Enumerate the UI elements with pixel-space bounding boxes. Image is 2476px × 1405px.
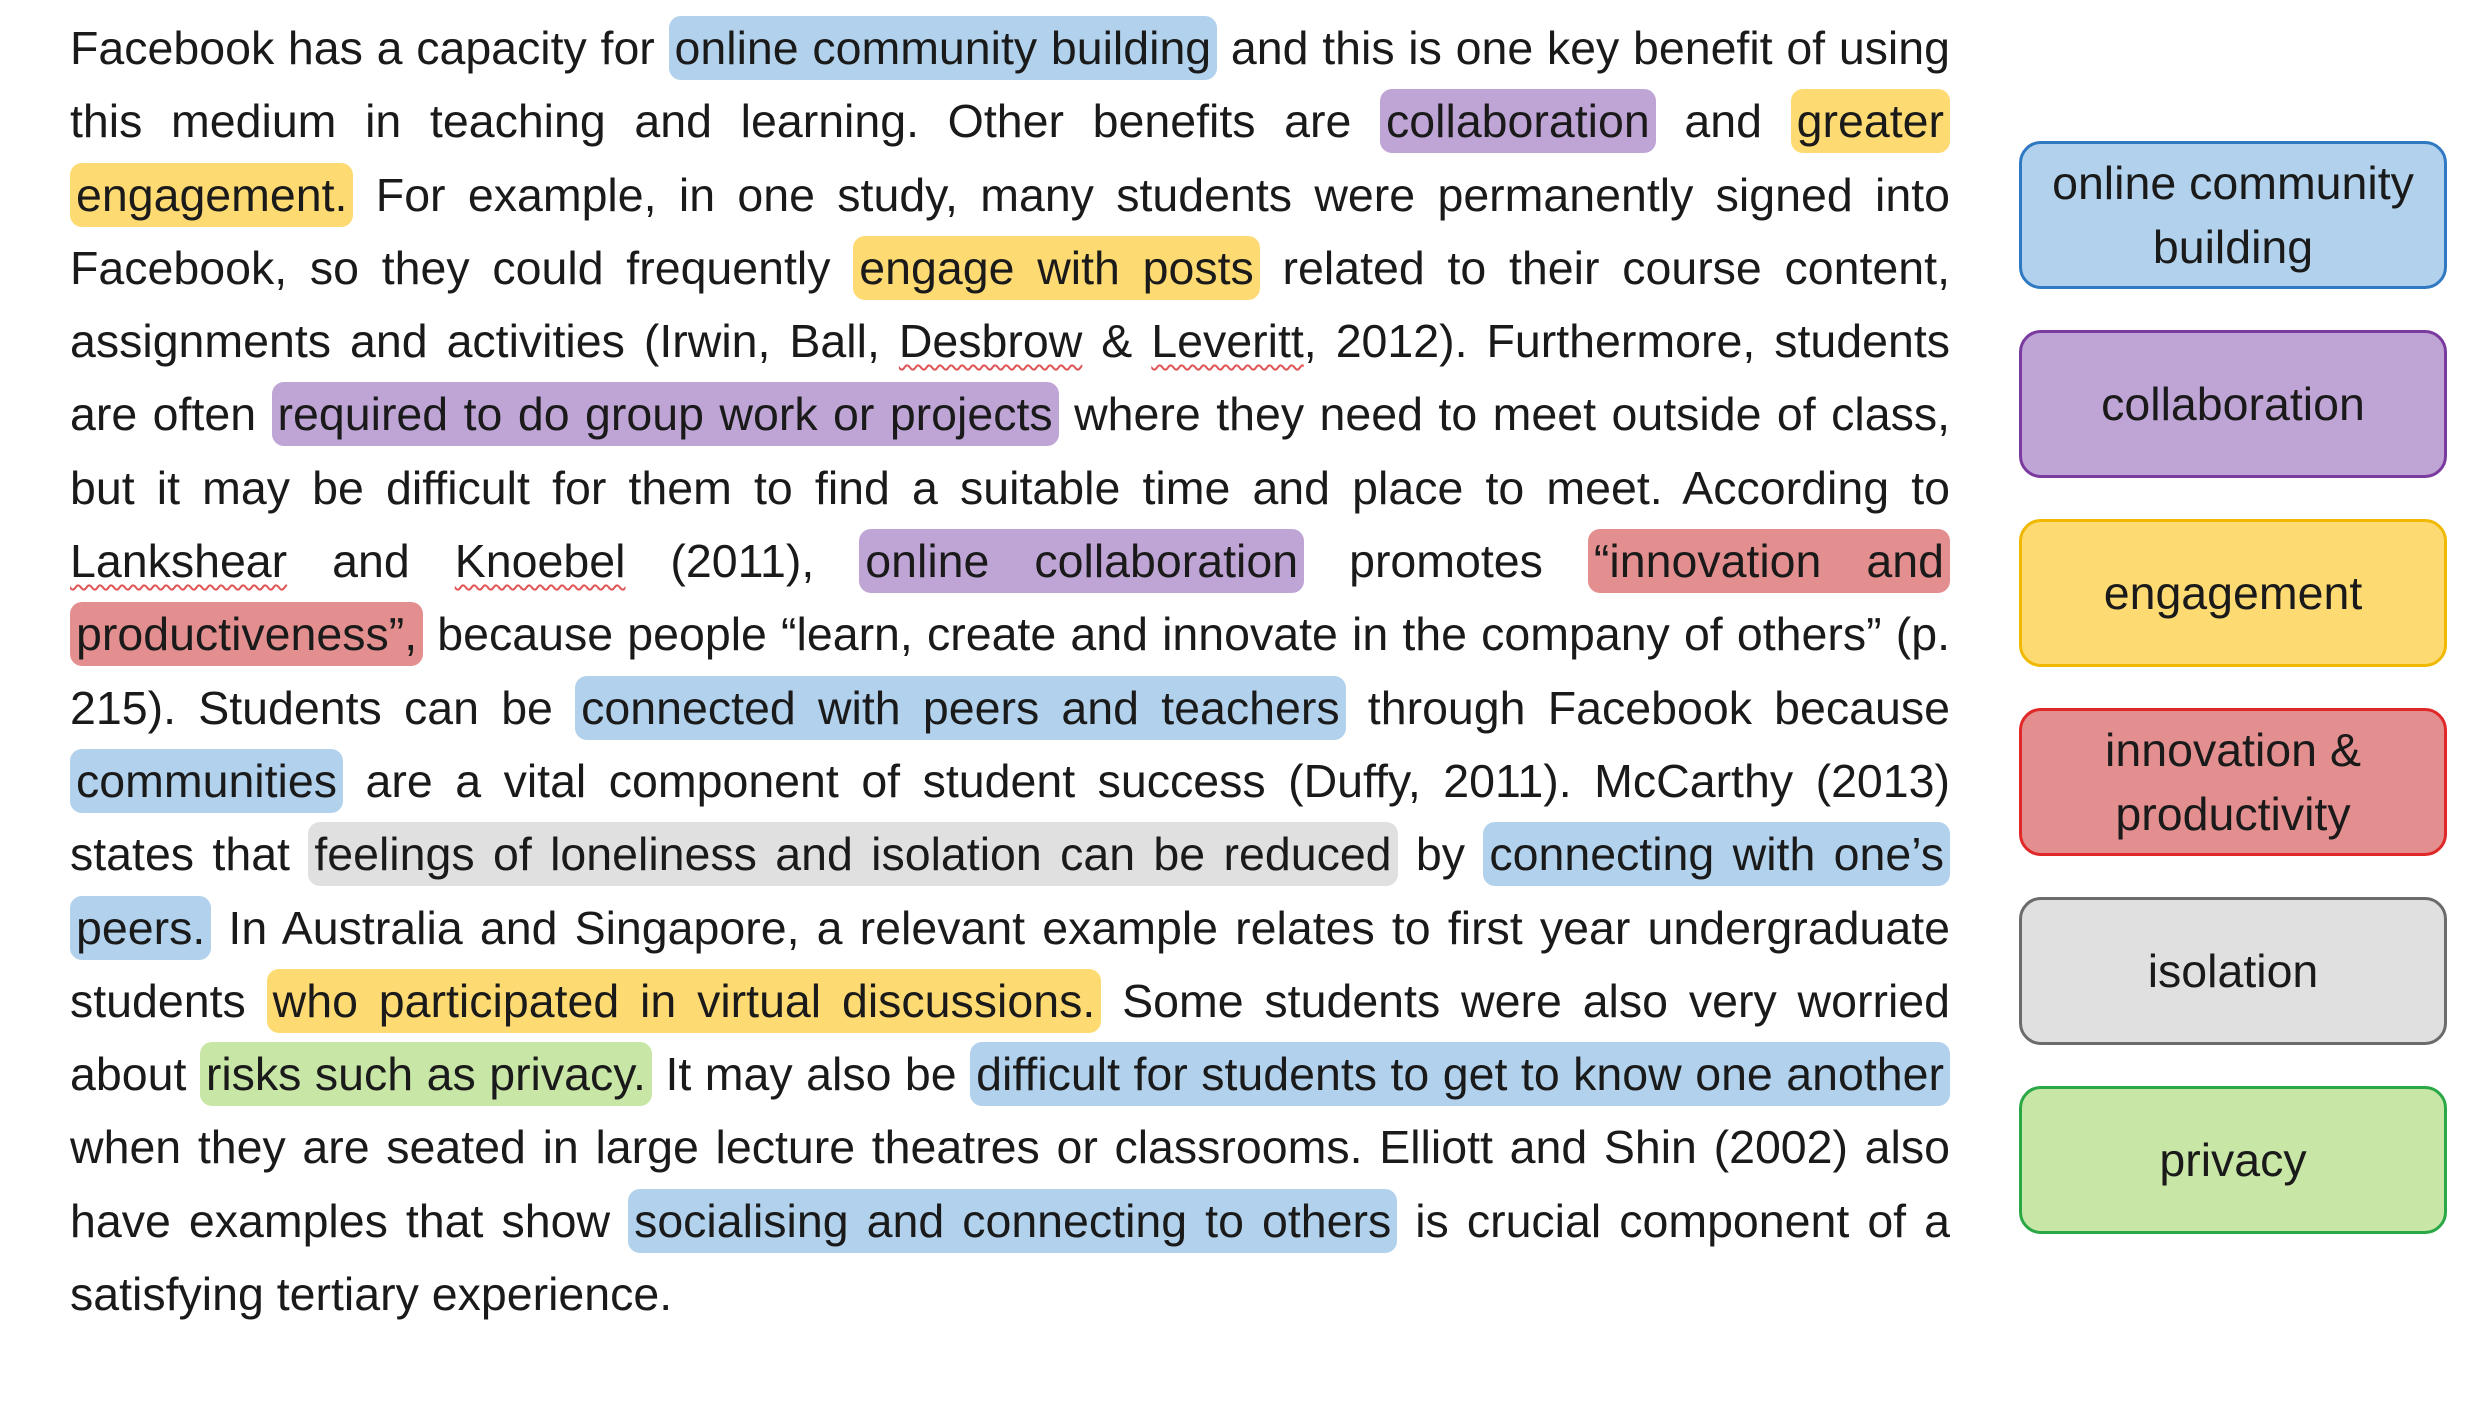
passage-text: are a vital component of student success (Duffy, 2011). McCarthy (2013) states that xyxy=(70,754,1950,881)
highlight-isolation: feelings of loneliness and isolation can be reduced xyxy=(308,822,1397,886)
passage-text: It may also be xyxy=(651,1048,971,1101)
highlight-online-community-building: connected with peers and teachers xyxy=(575,676,1345,740)
passage-text: Some students were also very worried about xyxy=(70,974,1951,1101)
citation-name: Lankshear xyxy=(70,535,288,588)
passage-text: and this is one key benefit of using this medium in teaching and learning. Other benefits are xyxy=(70,22,1950,148)
passage-text: because people “learn, create and innovate in the company of others” (p. 215). Students can be xyxy=(70,608,1950,734)
highlight-engagement: greater engagement. xyxy=(70,89,1950,226)
citation-name: Knoebel xyxy=(454,535,626,588)
passage-text: For example, in one study, many students were permanently signed into Facebook, so they could frequently xyxy=(70,168,1950,294)
citation-name: Desbrow xyxy=(898,315,1083,368)
passage-text: is crucial component of a satisfying tertiary experience. xyxy=(70,1194,1950,1321)
coded-passage xyxy=(70,12,1950,1331)
citation-name: Leveritt xyxy=(1151,315,1304,368)
highlight-collaboration: online collaboration xyxy=(859,529,1304,593)
legend-label: engagement xyxy=(2103,567,2363,619)
passage-text: & xyxy=(1082,315,1152,368)
highlight-online-community-building: online community building xyxy=(669,16,1218,80)
passage-text: , 2012). Furthermore, students are often xyxy=(70,315,1951,441)
legend-isolation xyxy=(2019,897,2447,1045)
legend-label: online community building xyxy=(2052,157,2414,273)
legend-privacy xyxy=(2019,1086,2447,1234)
highlight-privacy: risks such as privacy. xyxy=(200,1042,652,1106)
highlight-online-community-building: communities xyxy=(70,749,343,813)
passage-text: (2011), xyxy=(625,535,860,588)
passage-text: In Australia and Singapore, a relevant example relates to first year undergraduate students xyxy=(70,901,1950,1027)
passage-text: and xyxy=(287,535,455,588)
highlight-collaboration: collaboration xyxy=(1380,89,1656,153)
passage-text: when they are seated in large lecture theatres or classrooms. Elliott and Shin (2002) also have examples that show xyxy=(70,1121,1950,1247)
passage-text: promotes xyxy=(1304,535,1588,588)
passage-text: Facebook has a capacity for xyxy=(70,22,669,74)
passage-text: by xyxy=(1397,828,1484,881)
highlight-engagement: who participated in virtual discussions. xyxy=(267,969,1102,1033)
highlight-online-community-building: difficult for students to get to know one another xyxy=(970,1042,1950,1106)
passage-text: through Facebook because xyxy=(1345,681,1950,734)
code-legend xyxy=(2019,141,2447,1275)
legend-label: isolation xyxy=(2147,945,2319,997)
legend-collaboration xyxy=(2019,330,2447,478)
highlight-engagement: engage with posts xyxy=(853,236,1260,300)
passage-text: where they need to meet outside of class, but it may be difficult for them to find a suitable time and place to meet. According to xyxy=(70,388,1950,514)
legend-engagement xyxy=(2019,519,2447,667)
legend-innovation-productivity xyxy=(2019,708,2447,856)
legend-online-community-building xyxy=(2019,141,2447,289)
legend-label: innovation & productivity xyxy=(2105,724,2361,840)
highlight-online-community-building: socialising and connecting to others xyxy=(628,1189,1397,1253)
highlight-collaboration: required to do group work or projects xyxy=(272,382,1059,446)
highlight-online-community-building: connecting with one’s peers. xyxy=(70,822,1950,959)
highlight-innovation-productivity: “innovation and productiveness”, xyxy=(70,529,1950,666)
legend-label: collaboration xyxy=(2101,378,2365,430)
legend-label: privacy xyxy=(2159,1134,2307,1186)
passage-text: related to their course content, assignments and activities (Irwin, Ball, xyxy=(70,241,1950,368)
passage-text: and xyxy=(1655,95,1791,148)
